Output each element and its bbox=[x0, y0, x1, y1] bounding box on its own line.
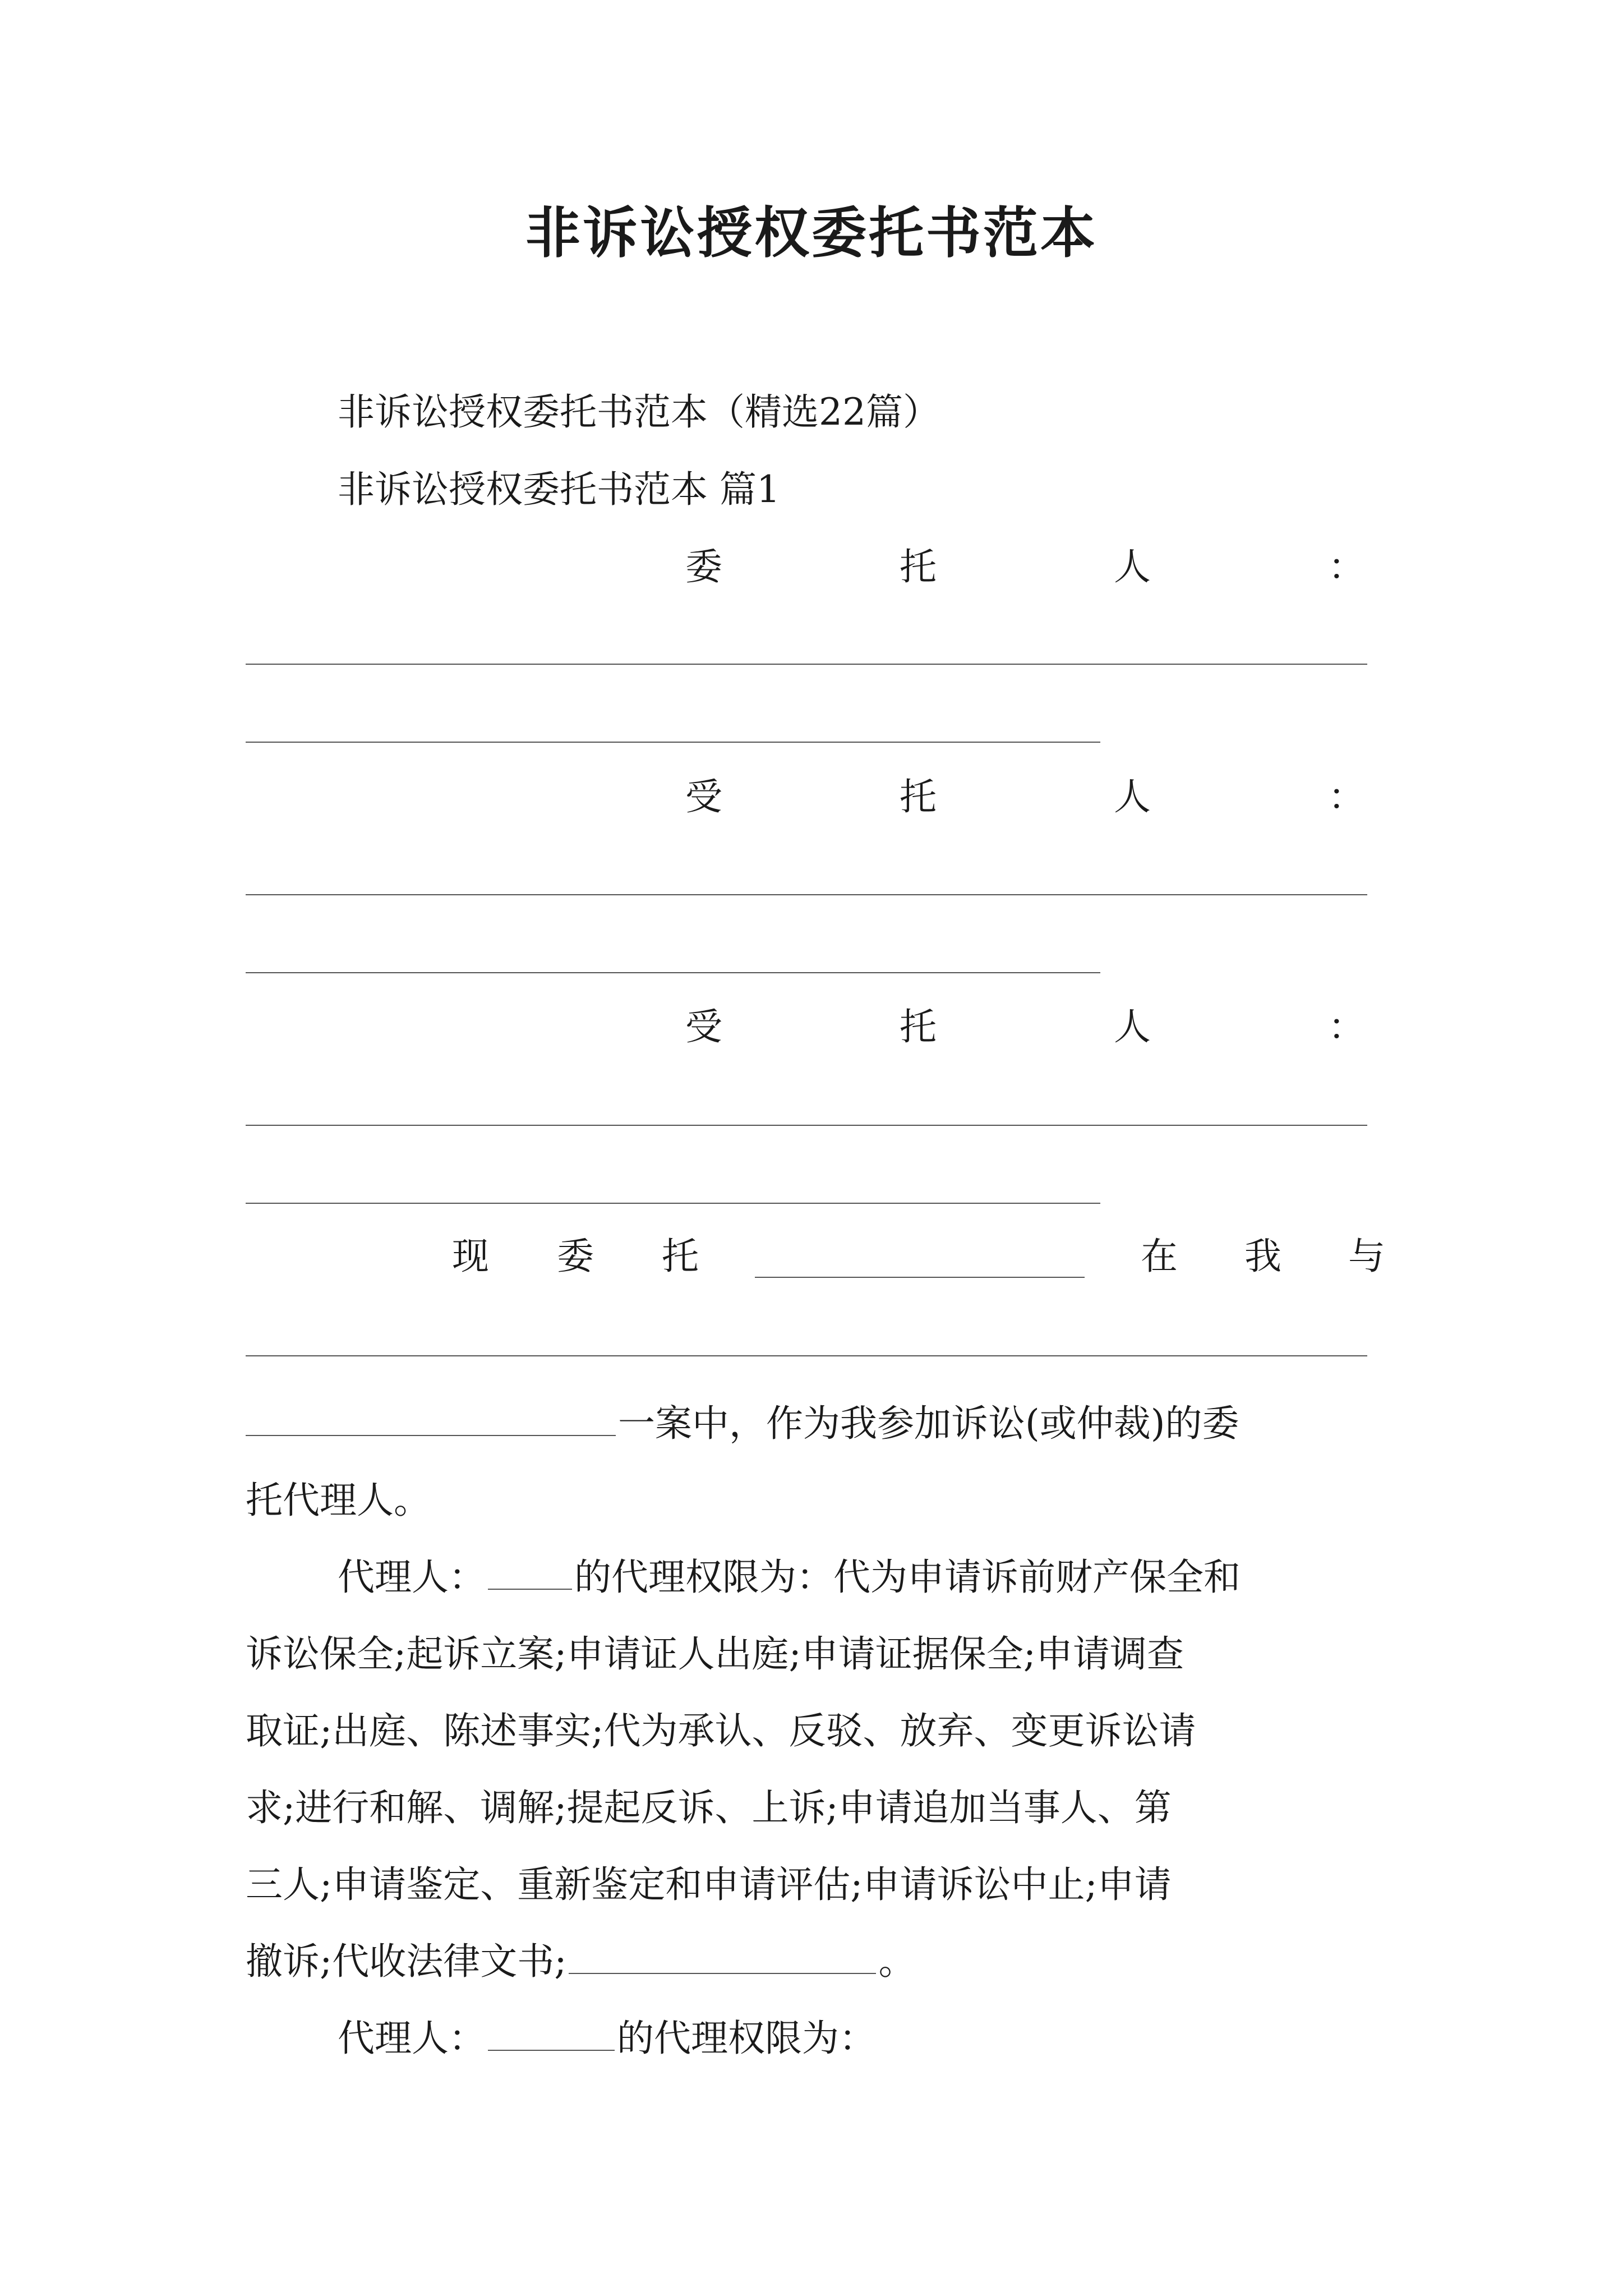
agent1-blank-line-1 bbox=[246, 894, 1367, 895]
agent2-blank-line-1 bbox=[246, 1125, 1367, 1126]
agent1-blank-line-2 bbox=[246, 972, 1100, 973]
agent-name-blank-2 bbox=[488, 2018, 615, 2051]
agent-authority-2-line-1: 代理人： 的代理权限为： bbox=[338, 2017, 876, 2060]
agent-authority-line-4: 求;进行和解、调解;提起反诉、上诉;申请追加当事人、第 bbox=[246, 1786, 1172, 1829]
agent-name-blank-1 bbox=[488, 1557, 572, 1590]
other-authority-blank bbox=[569, 1941, 876, 1974]
appoint-agent-blank bbox=[755, 1277, 1085, 1278]
agent-authority-line-5: 三人;申请鉴定、重新鉴定和申请评估;申请诉讼中止;申请 bbox=[246, 1863, 1172, 1906]
principal-blank-line-2 bbox=[246, 742, 1100, 743]
case-line: 一案中，作为我参加诉讼(或仲裁)的委 bbox=[246, 1385, 1239, 1462]
subtitle: 非诉讼授权委托书范本（精选22篇） bbox=[338, 390, 940, 434]
agent-authority-line-1: 代理人： 的代理权限为：代为申请诉前财产保全和 bbox=[338, 1556, 1241, 1599]
section-heading: 非诉讼授权委托书范本 篇1 bbox=[338, 468, 780, 511]
agent-authority-line-3: 取证;出庭、陈述事实;代为承认、反驳、放弃、变更诉讼请 bbox=[246, 1709, 1196, 1752]
principal-blank-line-1 bbox=[246, 664, 1367, 665]
field-agent-label-2: 受 托 人 ： bbox=[685, 1005, 1365, 1048]
agent-authority-line-2: 诉讼保全;起诉立案;申请证人出庭;申请证据保全;申请调查 bbox=[246, 1632, 1184, 1676]
case-line-2: 托代理人。 bbox=[246, 1479, 431, 1522]
appoint-right-label: 在 我 与 bbox=[1141, 1235, 1385, 1278]
agent-authority-line-6: 撤诉;代收法律文书; 。 bbox=[246, 1940, 916, 1983]
field-agent-label-1: 受 托 人 ： bbox=[685, 775, 1365, 818]
case-name-blank bbox=[246, 1404, 616, 1436]
agent2-blank-line-2 bbox=[246, 1203, 1100, 1204]
document-title: 非诉讼授权委托书范本 bbox=[525, 201, 1098, 265]
appoint-left-label: 现 委 托 bbox=[452, 1235, 699, 1278]
case-blank-line-1 bbox=[246, 1355, 1367, 1356]
field-principal-label: 委 托 人 ： bbox=[685, 545, 1365, 588]
